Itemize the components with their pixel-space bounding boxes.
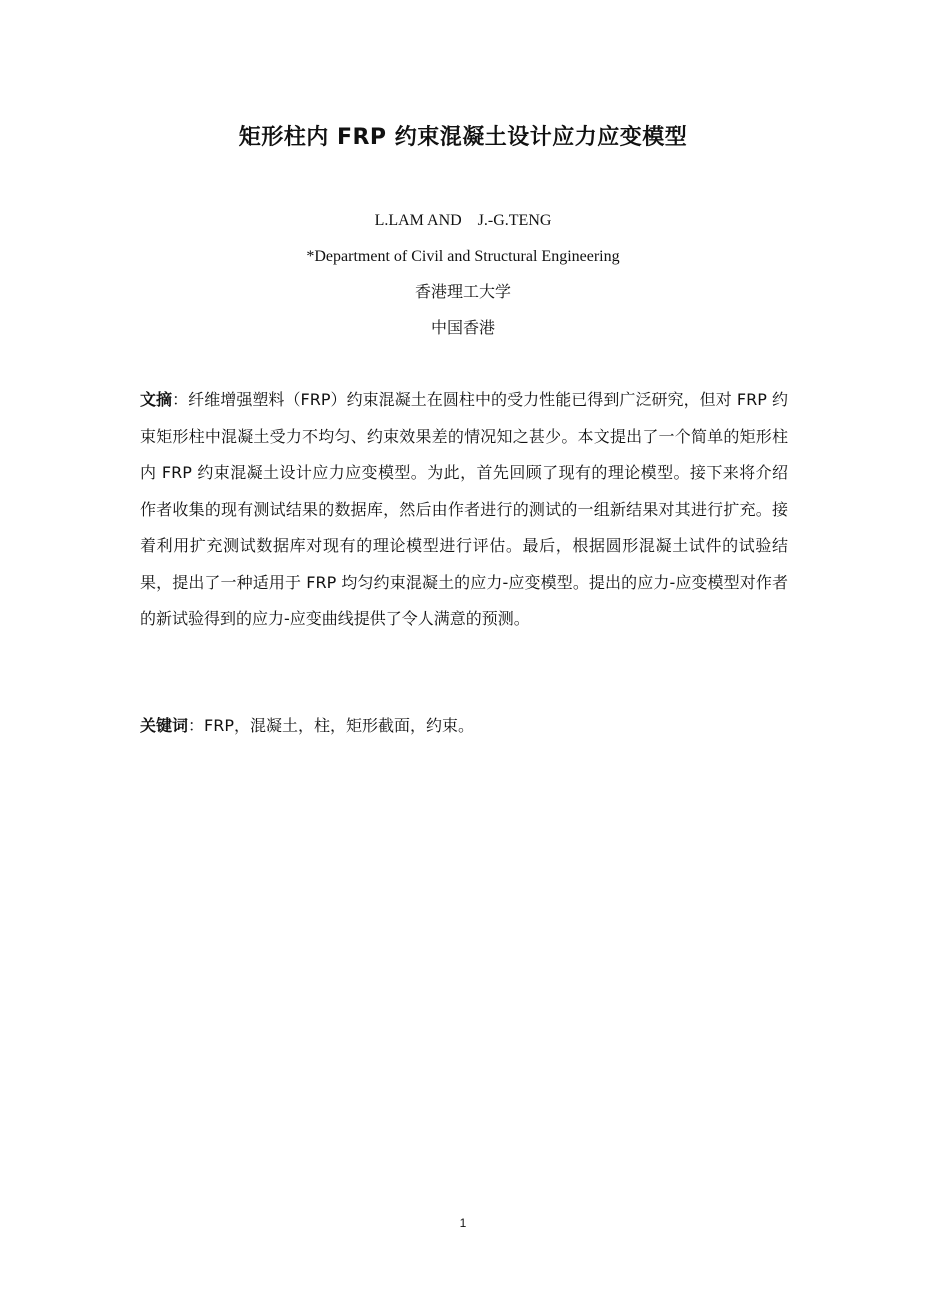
abstract-label: 文摘 [140,390,173,409]
keywords-label: 关键词 [140,716,189,735]
keywords-separator: ： [188,716,205,735]
page-number: 1 [459,1216,467,1230]
keywords-text: FRP，混凝土，柱，矩形截面，约束。 [204,716,475,735]
author-block [0,203,926,347]
abstract-separator: ： [172,390,189,409]
department: *Department of Civil and Structural Engineering [306,248,620,265]
keywords [140,708,788,744]
paper-title: 矩形柱内 FRP 约束混凝土设计应力应变模型 [238,125,688,150]
abstract [140,382,788,638]
institution: 香港理工大学 [414,284,511,301]
author-names: L.LAM AND J.-G.TENG [374,212,552,229]
abstract-text: 纤维增强塑料（FRP）约束混凝土在圆柱中的受力性能已得到广泛研究，但对 FRP 约束矩形柱中混凝土受力不均匀、约束效果差的情况知之甚少。本文提出了一个简单的矩形柱内 FRP 约束混凝土设计应力应变模型。为此，首先回顾了现有的理论模型。接下来将介绍作者收集的现有测试结果的数据库，然后由作者进行的测试的一组新结果对其进行扩充。接着利用扩充测试数据库对现有的理论模型进行评估。最后，根据圆形混凝土试件的试验结果，提出了一种适用于 FRP 均匀约束混凝土的应力-应变模型。提出的应力-应变模型对作者的新试验得到的应力-应变曲线提供了令人满意的预测。 [140,390,788,628]
location: 中国香港 [430,320,495,337]
